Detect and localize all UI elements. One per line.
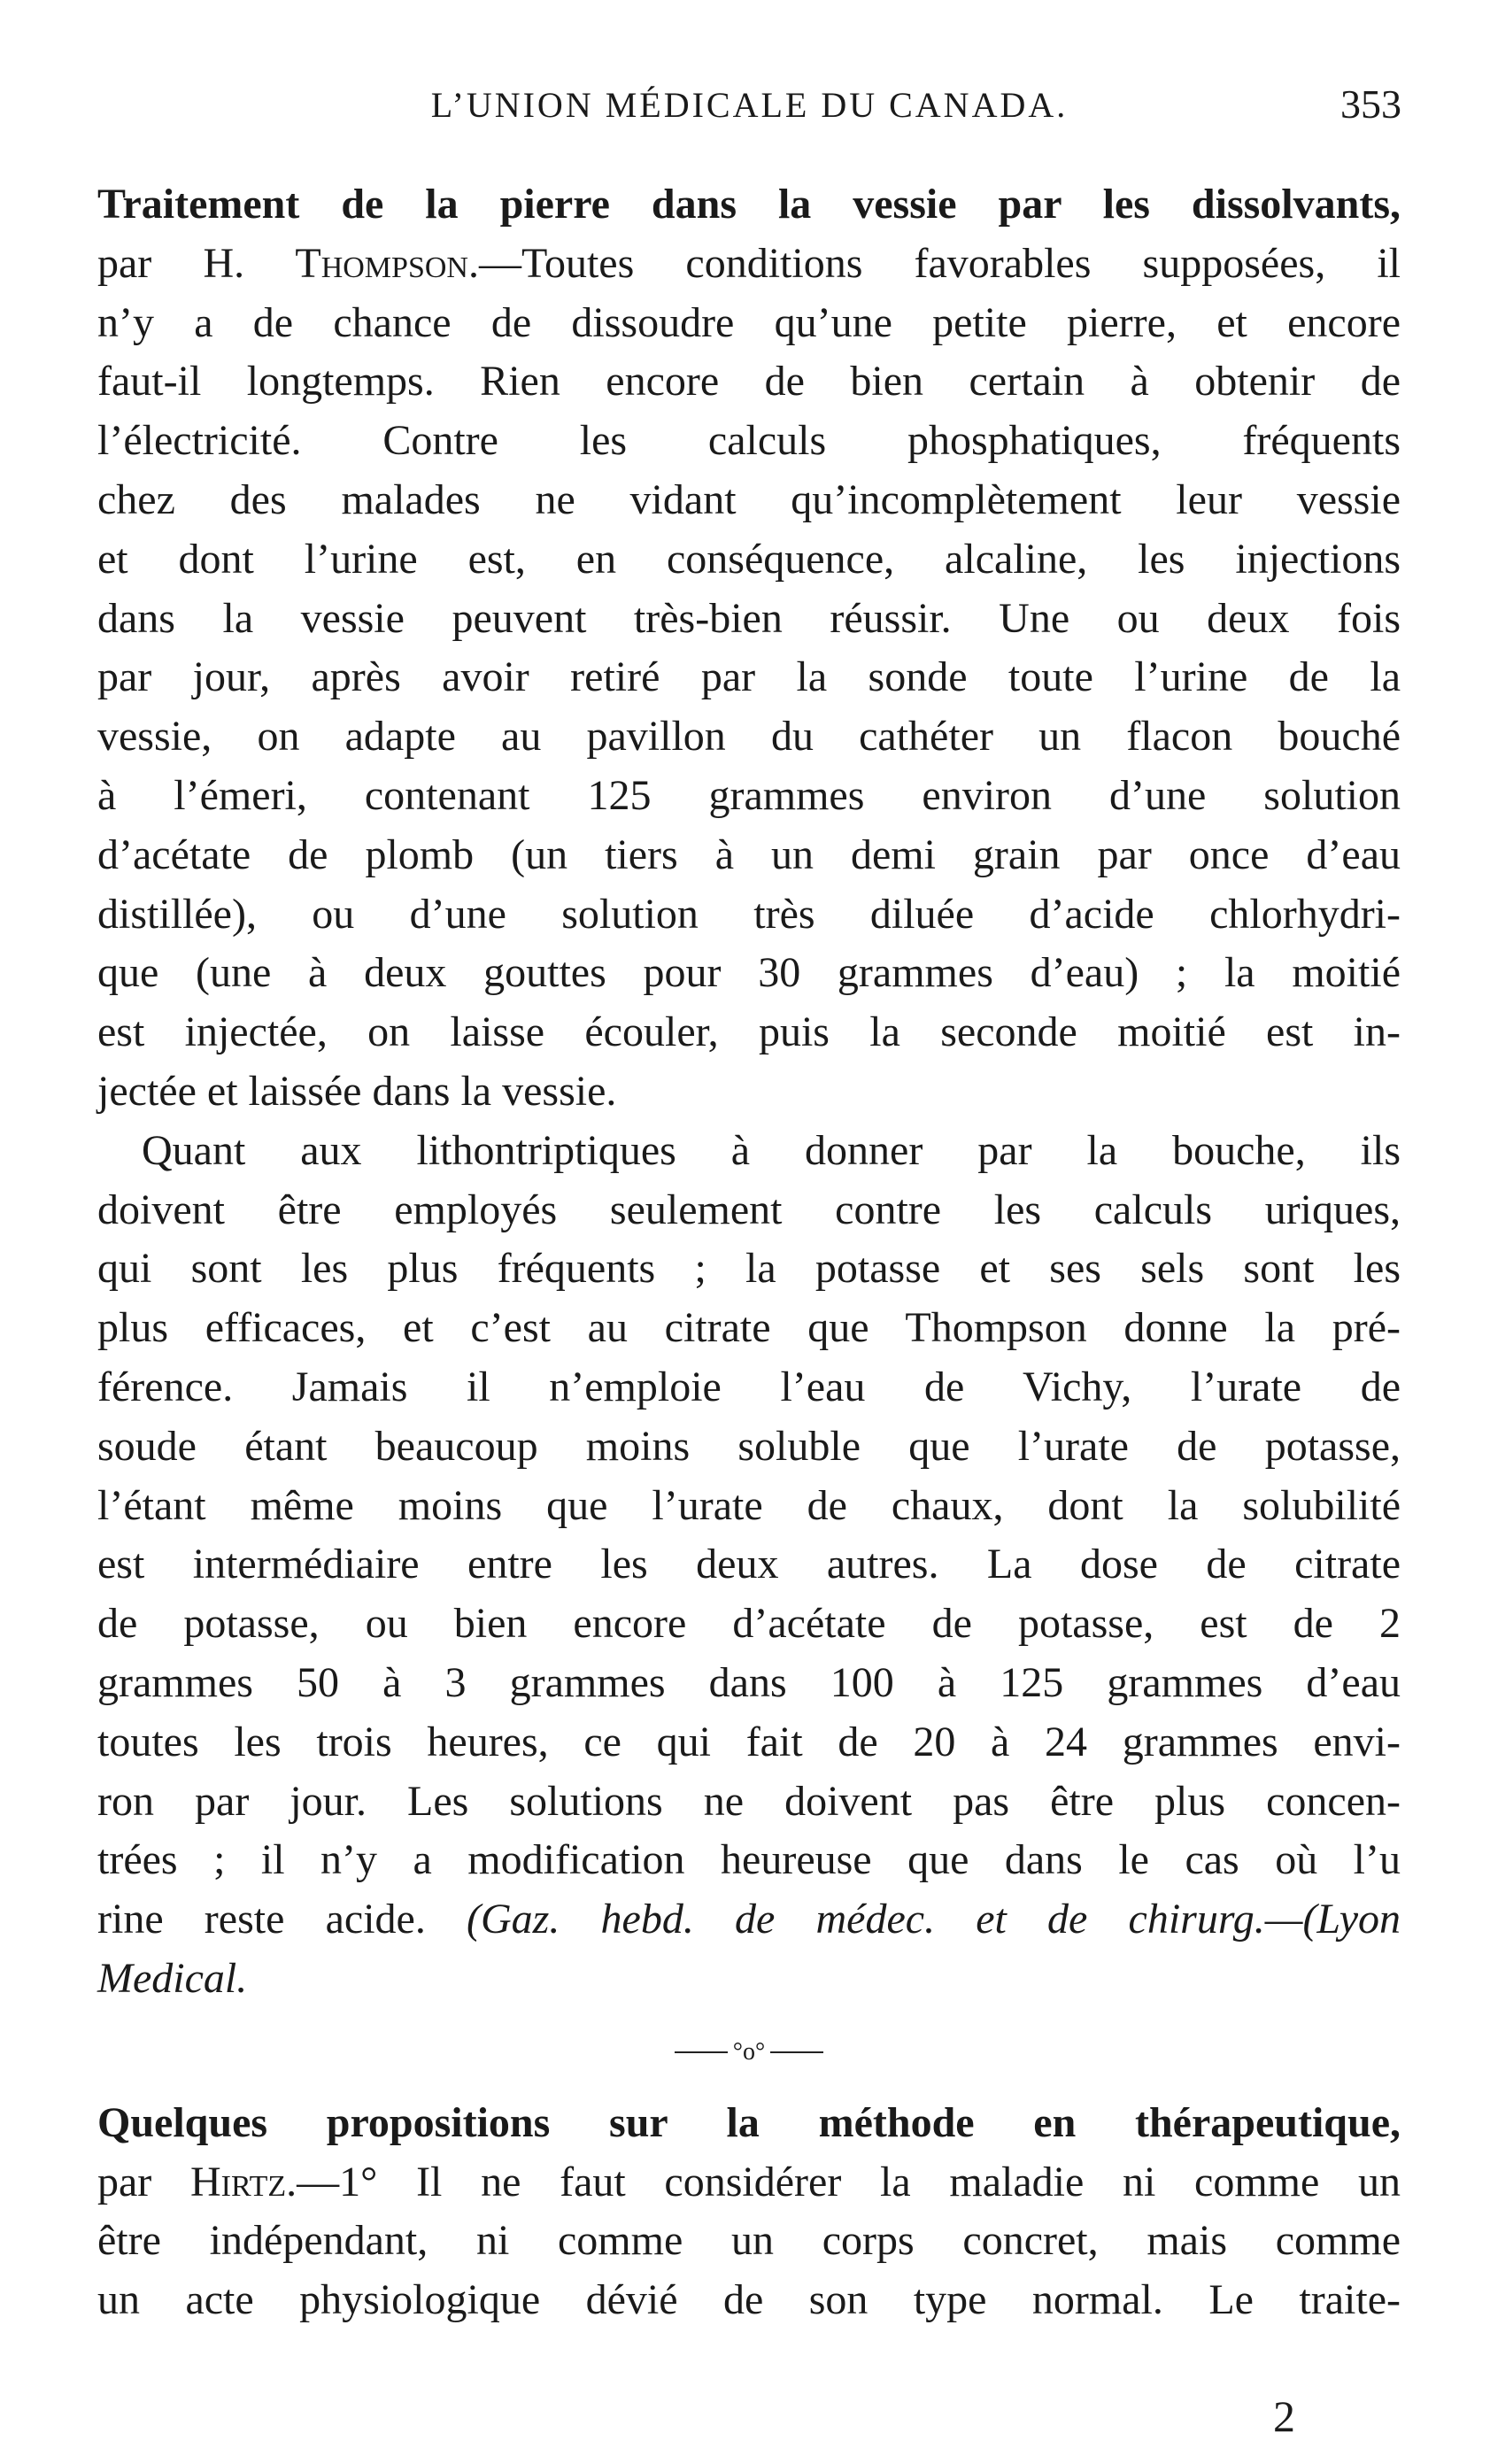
divider-rule [770, 2051, 823, 2053]
article-line: qui sont les plus fréquents ; la potasse et ses sels sont les [97, 1245, 1401, 1293]
article-line: à l’émeri, contenant 125 grammes environ d’une solution [97, 771, 1401, 819]
running-title: L’UNION MÉDICALE DU CANADA. [430, 85, 1069, 125]
article-line: l’électricité. Contre les calculs phosphatiques, fréquents [97, 417, 1401, 465]
divider-rule [675, 2051, 728, 2053]
article-line: d’acétate de plomb (un tiers à un demi grain par once d’eau [97, 830, 1401, 878]
article-line: Quant aux lithontriptiques à donner par la bouche, ils [142, 1126, 1401, 1174]
article-line: que (une à deux gouttes pour 30 grammes d’eau) ; la moitié [97, 949, 1401, 997]
article-line: l’étant même moins que l’urate de chaux, dont la solubilité [97, 1481, 1401, 1529]
divider-mark: °o° [732, 2038, 766, 2066]
body-text [97, 175, 1401, 2330]
article-line: de potasse, ou bien encore d’acétate de potasse, est de 2 [97, 1600, 1401, 1648]
article-line: est intermédiaire entre les deux autres. La dose de citrate [97, 1541, 1401, 1588]
article-line: distillée), ou d’une solution très diluée d’acide chlorhydri- [97, 890, 1401, 938]
article-line: être indépendant, ni comme un corps concret, mais comme [97, 2217, 1401, 2265]
signature-mark: 2 [1273, 2391, 1295, 2441]
article-line: ron par jour. Les solutions ne doivent pas être plus concen- [97, 1777, 1401, 1825]
article-line: chez des malades ne vidant qu’incomplètement leur vessie [97, 475, 1401, 523]
article-line: est injectée, on laisse écouler, puis la seconde moitié est in- [97, 1008, 1401, 1056]
article-line: jectée et laissée dans la vessie. [97, 1067, 617, 1115]
article-line: trées ; il n’y a modification heureuse que dans le cas où l’u [97, 1836, 1401, 1884]
article-line: grammes 50 à 3 grammes dans 100 à 125 grammes d’eau [97, 1658, 1401, 1706]
article-line: et dont l’urine est, en conséquence, alcaline, les injections [97, 535, 1401, 583]
article-line: férence. Jamais il n’emploie l’eau de Vichy, l’urate de [97, 1363, 1401, 1410]
article-title: Quelques propositions sur la méthode en thérapeutique, [97, 2098, 1401, 2146]
article-line: toutes les trois heures, ce qui fait de 20 à 24 grammes envi- [97, 1718, 1401, 1765]
article-line: un acte physiologique dévié de son type normal. Le traite- [97, 2276, 1401, 2324]
section-divider [97, 2009, 1401, 2094]
page-header [97, 81, 1401, 146]
source-citation: (Gaz. hebd. de médec. et de chirurg.—(Lyon [467, 1896, 1401, 1943]
article-line: par H. Thompson.—Toutes conditions favorables supposées, il [97, 239, 1401, 287]
author-name: Hirtz. [190, 2158, 297, 2205]
article-line: rine reste acide. (Gaz. hebd. de médec. et de chirurg.—(Lyon [97, 1896, 1401, 1943]
article-line: par Hirtz.—1° Il ne faut considérer la maladie ni comme un [97, 2158, 1401, 2205]
article-line: doivent être employés seulement contre les calculs uriques, [97, 1186, 1401, 1233]
source-citation: Medical. [97, 1954, 248, 2002]
author-name: H. Thompson. [203, 239, 479, 287]
article-line: plus efficaces, et c’est au citrate que Thompson donne la pré- [97, 1304, 1401, 1352]
article-line: n’y a de chance de dissoudre qu’une petite pierre, et encore [97, 298, 1401, 346]
article-line: faut-il longtemps. Rien encore de bien certain à obtenir de [97, 358, 1401, 406]
article-line: soude étant beaucoup moins soluble que l’urate de potasse, [97, 1422, 1401, 1470]
article-line: vessie, on adapte au pavillon du cathéter un flacon bouché [97, 713, 1401, 761]
article-title: Traitement de la pierre dans la vessie par les dissolvants, [97, 181, 1401, 228]
article-line: dans la vessie peuvent très-bien réussir. Une ou deux fois [97, 594, 1401, 642]
article-line: par jour, après avoir retiré par la sonde toute l’urine de la [97, 653, 1401, 701]
page-number: 353 [1340, 81, 1401, 127]
